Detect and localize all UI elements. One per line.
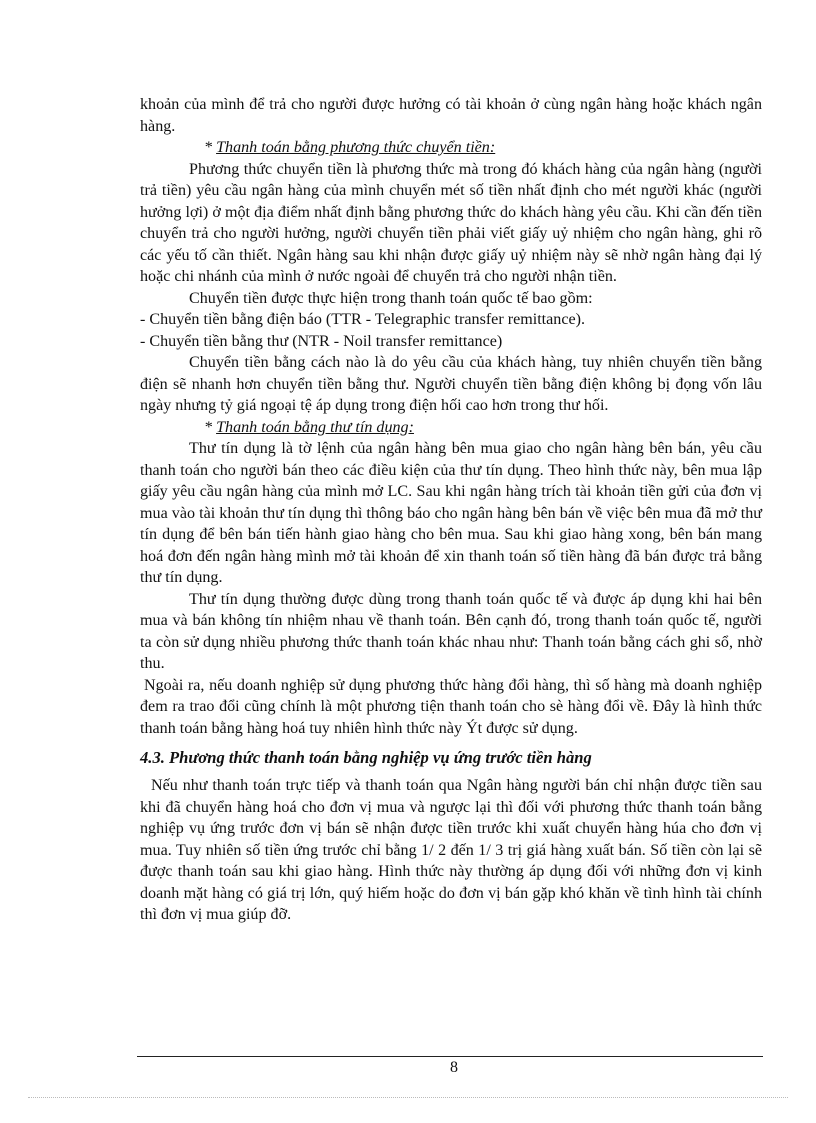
subheading-letter-of-credit [140, 417, 762, 439]
document-body [140, 94, 762, 926]
paragraph-letter-of-credit: Thư tín dụng là tờ lệnh của ngân hàng bên mua giao cho ngân hàng bên bán, yêu cầu thanh toán cho người bán theo các điều kiện của thư tín dụng. Theo hình thức này, bên mua lập giấy yêu cầu ngân hàng của mình mở LC. Sau khi ngân hàng trích tài khoản tiền gửi của đơn vị mua vào tài khoản thư tín dụng thì thông báo cho ngân hàng bên bán về việc bên mua đã mở thư tín dụng để bên bán tiến hành giao hàng cho bên mua. Sau khi giao hàng xong, bên bán mang hoá đơn đến ngân hàng mình mở tài khoản để xin thanh toán số tiền hàng đã bán được trả bằng thư tín dụng. [140, 440, 762, 586]
paragraph-transfer-comparison: Chuyển tiền bằng cách nào là do yêu cầu của khách hàng, tuy nhiên chuyển tiền bằng điện sẽ nhanh hơn chuyển tiền bằng thư. Người chuyển tiền bằng điện không bị đọng vốn lâu ngày nhưng tỷ giá ngoại tệ áp dụng trong điện hối cao hơn trong thư hối. [140, 354, 762, 414]
paragraph-letter-of-credit-usage: Thư tín dụng thường được dùng trong thanh toán quốc tế và được áp dụng khi hai bên mua và bán không tín nhiệm nhau về thanh toán. Bên cạnh đó, trong thanh toán quốc tế, người ta còn sử dụng nhiều phương thức thanh toán khác nhau như: Thanh toán bằng cách ghi sổ, nhờ thu. [140, 590, 762, 672]
paragraph-advance-payment: Nếu như thanh toán trực tiếp và thanh toán qua Ngân hàng người bán chỉ nhận được tiền sau khi đã chuyển hàng hoá cho đơn vị mua và ngược lại thì đối với phương thức thanh toán bằng nghiệp vụ ứng trước đơn vị bán sẽ nhận được tiền trước khi xuất chuyển hàng húa cho đơn vị mua. Tuy nhiên số tiền ứng trước chỉ bằng 1/ 2 đến 1/ 3 trị giá hàng xuất bán. Số tiền còn lại sẽ được thanh toán sau khi giao hàng. Hình thức này thường áp dụng đối với những đơn vị kinh doanh mặt hàng có giá trị lớn, quý hiếm hoặc do đơn vị bán gặp khó khăn về tình hình tài chính thì đơn vị mua giúp đỡ. [140, 777, 762, 923]
paragraph-barter: Ngoài ra, nếu doanh nghiệp sử dụng phương thức hàng đổi hàng, thì số hàng mà doanh nghiệp đem ra trao đổi cũng chính là một phương tiện thanh toán cho sè hàng đổi về. Đây là hình thức thanh toán bằng hàng hoá tuy nhiên hình thức này Ýt được sử dụng. [140, 676, 762, 737]
section-heading-4-3: 4.3. Phương thức thanh toán bằng nghiệp vụ ứng trước tiền hàng [140, 748, 592, 767]
subheading-star: * [204, 418, 217, 436]
page-number: 8 [450, 1059, 458, 1076]
footer-divider [137, 1056, 763, 1057]
list-item-telegraphic: - Chuyển tiền bằng điện báo (TTR - Telegraphic transfer remittance). [140, 311, 586, 328]
subheading-transfer-title: Thanh toán bằng phương thức chuyển tiền: [216, 139, 496, 156]
subheading-letter-of-credit-title: Thanh toán bằng thư tín dụng: [216, 418, 414, 436]
paragraph-continuation: khoản của mình để trả cho người được hưởng có tài khoản ở cùng ngân hàng hoặc khách ngân hàng. [140, 96, 762, 135]
subheading-star: * [204, 139, 217, 156]
page-bottom-dotted-border [28, 1097, 788, 1098]
paragraph-transfer-types: Chuyển tiền được thực hiện trong thanh toán quốc tế bao gồm: [189, 289, 593, 307]
paragraph-transfer-method: Phương thức chuyển tiền là phương thức mà trong đó khách hàng của ngân hàng (người trả tiền) yêu cầu ngân hàng của mình chuyển mét số tiền nhất định cho mét người khác (người hưởng lợi) ở một địa điểm nhất định bằng phương thức do khách hàng yêu cầu. Khi cần đến tiền chuyển trả cho người hưởng, người chuyển tiền phải viết giấy uỷ nhiệm cho ngân hàng, ghi rõ các yếu tố cần thiết. Ngân hàng sau khi nhận được giấy uỷ nhiệm này sẽ nhờ ngân hàng đại lý hoặc chi nhánh của mình ở nước ngoài để chuyển trả cho người nhận tiền. [140, 160, 762, 285]
subheading-transfer [140, 137, 762, 159]
list-item-mail: - Chuyển tiền bằng thư (NTR - Noil transfer remittance) [140, 332, 503, 350]
